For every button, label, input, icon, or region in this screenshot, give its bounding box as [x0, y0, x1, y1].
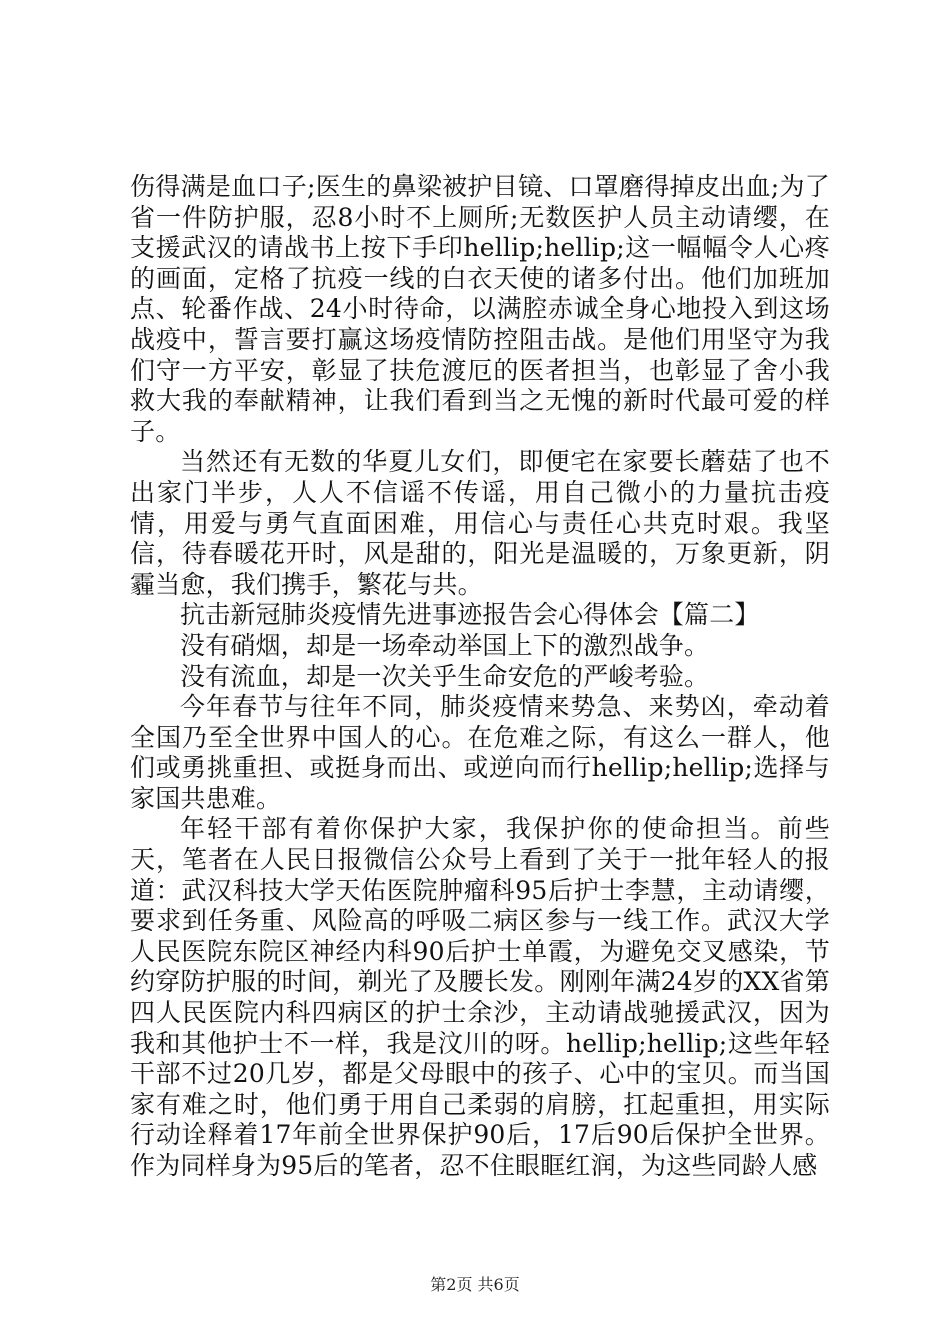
paragraph-3: 没有硝烟，却是一场牵动举国上下的激烈战争。 — [180, 630, 710, 660]
document-body — [130, 172, 830, 1182]
paragraph-4: 没有流血，却是一次关乎生命安危的严峻考验。 — [180, 661, 710, 691]
section-heading: 抗击新冠肺炎疫情先进事迹报告会心得体会【篇二】 — [180, 600, 760, 630]
page-footer: 第2页 共6页 — [430, 1275, 520, 1294]
paragraph-1: 伤得满是血口子;医生的鼻梁被护目镜、口罩磨得掉皮出血;为了省一件防护服，忍8小时不上厕所;无数医护人员主动请缨，在支援武汉的请战书上按下手印hellip;hellip;这一幅幅令人心疼的画面，定格了抗疫一线的白衣天使的诸多付出。他们加班加点、轮番作战、24小时待命，以满腔赤诚全身心地投入到这场战疫中，誓言要打赢这场疫情防控阻击战。是他们用坚守为我们守一方平安，彰显了扶危渡厄的医者担当，也彰显了舍小我救大我的奉献精神，让我们看到当之无愧的新时代最可爱的样子。 — [130, 172, 830, 446]
paragraph-2: 当然还有无数的华夏儿女们，即便宅在家要长蘑菇了也不出家门半步，人人不信谣不传谣，用自己微小的力量抗击疫情，用爱与勇气直面困难，用信心与责任心共克时艰。我坚信，待春暖花开时，风是甜的，阳光是温暖的，万象更新，阴霾当愈，我们携手，繁花与共。 — [130, 447, 830, 599]
paragraph-5: 今年春节与往年不同，肺炎疫情来势急、来势凶，牵动着全国乃至全世界中国人的心。在危难之际，有这么一群人，他们或勇挑重担、或挺身而出、或逆向而行hellip;hellip;选择与家国共患难。 — [130, 692, 830, 813]
paragraph-6: 年轻干部有着你保护大家，我保护你的使命担当。前些天，笔者在人民日报微信公众号上看到了关于一批年轻人的报道：武汉科技大学天佑医院肿瘤科95后护士李慧，主动请缨，要求到任务重、风险高的呼吸二病区参与一线工作。武汉大学人民医院东院区神经内科90后护士单霞，为避免交叉感染，节约穿防护服的时间，剃光了及腰长发。刚刚年满24岁的XX省第四人民医院内科四病区的护士余沙，主动请战驰援武汉，因为我和其他护士不一样，我是汶川的呀。hellip;hellip;这些年轻干部不过20几岁，都是父母眼中的孩子、心中的宝贝。而当国家有难之时，他们勇于用自己柔弱的肩膀，扛起重担，用实际行动诠释着17年前全世界保护90后，17后90后保护全世界。作为同样身为95后的笔者，忍不住眼眶红润，为这些同龄人感 — [130, 814, 830, 1180]
